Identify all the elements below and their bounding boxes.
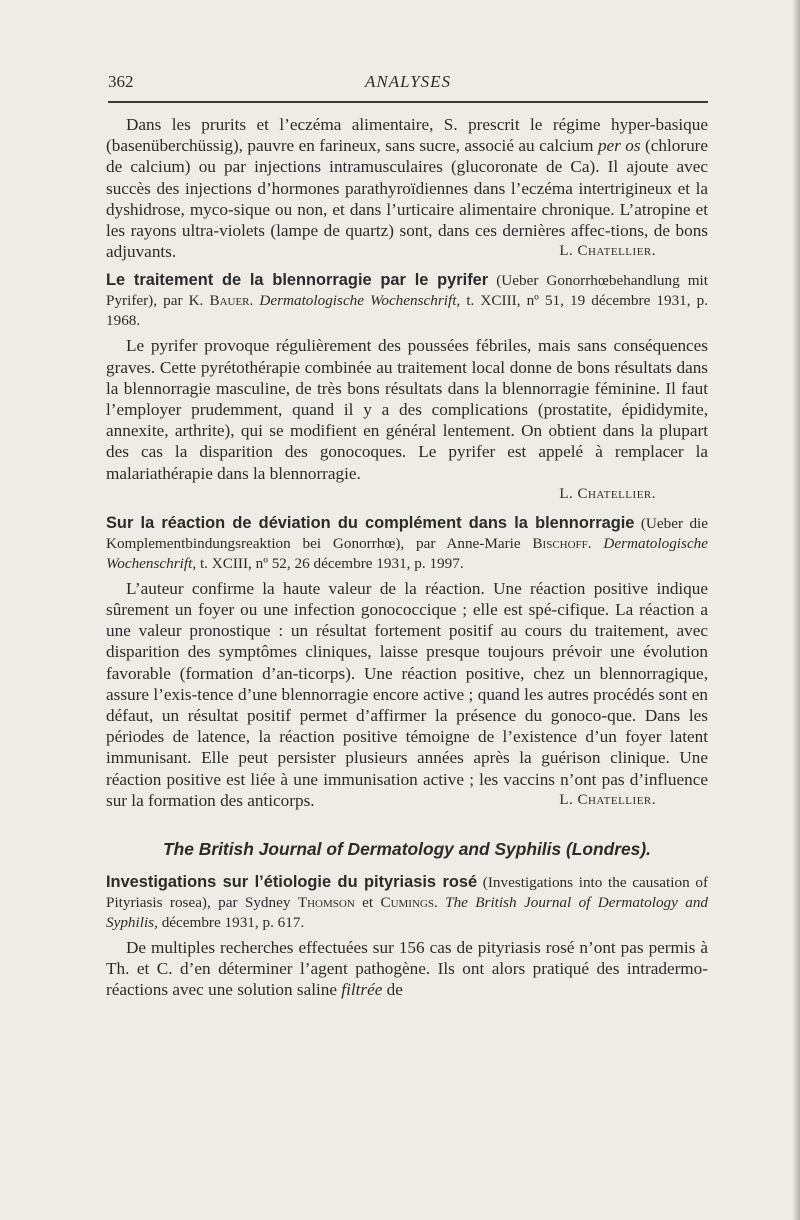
entry-body: De multiples recherches effectuées sur 156 cas de pityriasis rosé n’ont pas permis à Th. et C. d’en déterminer l’agent pathogène. Ils ont alors pratiqué des intradermo-réactions avec une solution saline filtrée de bbox=[106, 938, 708, 1000]
page-number: 362 bbox=[108, 72, 134, 91]
signature: L. Chatellier. bbox=[559, 791, 656, 808]
entry-heading: Le traitement de la blennorragie par le pyrifer (Ueber Gonorrhœbehandlung mit Pyrifer), par K. Bauer. Dermatologische Wochenschrift, t. XCIII, nº 51, 19 décembre 1931, p. 1968. bbox=[106, 271, 709, 330]
running-header bbox=[108, 68, 708, 98]
entry-title: Investigations sur l’étiologie du pityriasis rosé bbox=[106, 873, 478, 892]
entry-body: L’auteur confirme la haute valeur de la réaction. Une réaction positive indique sûrement un foyer ou une infection gonococcique ; elle est spé-cifique. La réaction a une valeur pronostique : un résultat fortement positif au cours du traitement, avec disparition des symptômes cliniques, laisse presque toujours prévoir une évolution favorable (formation d’an-ticorps). Une réaction positive, chez un blennorragique, assure l’exis-tence d’une blennorragie encore active ; quand les autres procédés sont en défaut, un résultat positif permet d’affirmer la présence du gonoco-que. Dans les périodes de latence, la réaction positive témoigne de l’existence d’un foyer latent immunisant. Elle peut persister plusieurs années après la guérison clinique. Une réaction positive est liée à une immunisation active ; les vaccins n’ont pas d’influence sur la formation des anticorps. L. Chatellier. bbox=[106, 578, 708, 810]
entry-title: Le traitement de la blennorragie par le pyrifer bbox=[106, 271, 489, 290]
continuation-paragraph: Dans les prurits et l’eczéma alimentaire, S. prescrit le régime hyper-basique (basenüberchüssig), pauvre en farineux, sans sucre, associé au calcium per os (chlorure de calcium) ou par injections intramusculaires (glucoronate de Ca). Il ajoute avec succès des injections d’hormones parathyroïdiennes dans l’eczéma intertrigineux et la dyshidrose, myco-sique ou non, et dans l’urticaire alimentaire chronique. L’atropine et les rayons ultra-violets (lampe de quartz) sont, dans ces dernières affec-tions, de bons adjuvants. L. Chatellier. bbox=[106, 115, 709, 262]
signature: L. Chatellier. bbox=[559, 243, 656, 260]
signature: L. Chatellier. bbox=[559, 485, 656, 502]
review-entry-complement bbox=[106, 513, 708, 811]
entry-title: Sur la réaction de déviation du complément dans la blennorragie bbox=[106, 513, 635, 532]
article-content bbox=[106, 114, 708, 1001]
review-entry-pyrifer bbox=[106, 270, 708, 504]
journal-heading: The British Journal of Dermatology and Syphilis (Londres). bbox=[163, 839, 651, 860]
running-title: ANALYSES bbox=[364, 72, 452, 91]
review-entry-pityriasis bbox=[106, 872, 708, 1001]
header-rule bbox=[108, 101, 708, 103]
page-edge-shadow bbox=[792, 0, 800, 1220]
entry-heading: Sur la réaction de déviation du complément dans la blennorragie (Ueber die Komplementbindungsreaktion bei Gonorrhœ), par Anne-Marie Bischoff. Dermatologische Wochenschrift, t. XCIII, nº 52, 26 décembre 1931, p. 1997. bbox=[106, 513, 709, 572]
entry-heading: Investigations sur l’étiologie du pityriasis rosé (Investigations into the causation of Pityriasis rosea), par Sydney Thomson et Cumings. The British Journal of Dermatology and Syphilis, décembre 1931, p. 617. bbox=[106, 873, 709, 932]
entry-body: Le pyrifer provoque régulièrement des poussées fébriles, mais sans conséquences graves. Cette pyrétothérapie combinée au traitement local donne de bons résultats dans la blennorragie masculine, de très bons résultats dans la blennorragie féminine. Il faut l’employer prudemment, quand il y a des complications (prostatite, épididymite, annexite, arthrite), qui se modifient en général lentement. On obtient dans la plupart des cas la disparition des gonocoques. Le pyrifer est appelé à remplacer la malariathérapie dans la blennorragie. bbox=[106, 336, 708, 483]
